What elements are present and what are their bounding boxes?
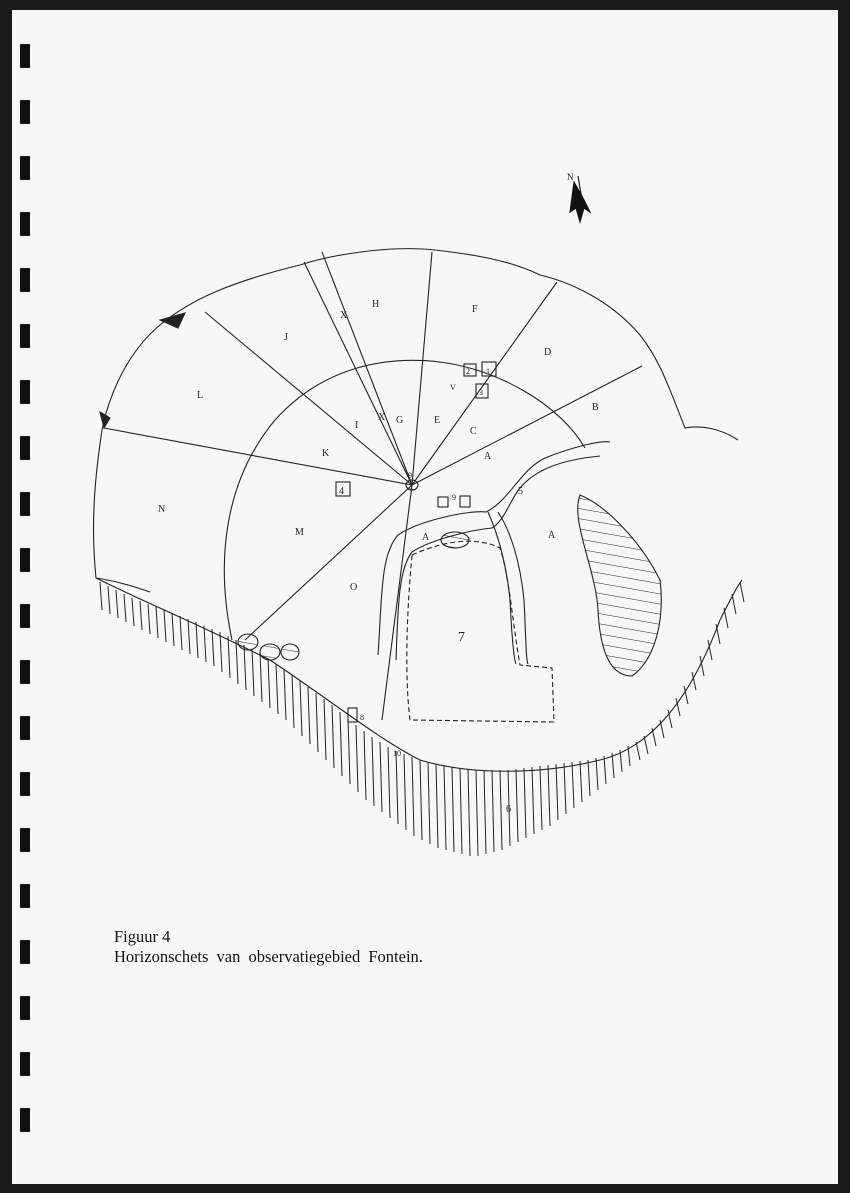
marker-number: 9 <box>408 471 412 480</box>
sector-label: X <box>378 412 386 423</box>
sector-label: A <box>422 532 430 543</box>
marker-number: 10 <box>393 749 401 758</box>
sector-label: A <box>484 451 492 462</box>
sector-label: C <box>470 426 477 437</box>
sector-label: F <box>472 304 478 315</box>
marker-number: V <box>450 383 456 392</box>
figure-caption <box>114 927 423 967</box>
marker-number: 8 <box>360 713 364 722</box>
north-label: N <box>567 172 574 182</box>
marker-number: 1 <box>486 367 490 376</box>
sector-label: H <box>372 299 380 310</box>
sector-label: K <box>322 448 330 459</box>
sector-label: J <box>284 332 288 343</box>
numbered-markers <box>336 362 496 722</box>
marker-number: 2 <box>466 367 470 376</box>
pond <box>578 495 662 676</box>
marker-number: 6 <box>506 804 511 815</box>
sector-label: L <box>197 390 204 401</box>
sector-label: E <box>434 415 441 426</box>
sector-label: N <box>158 504 166 515</box>
figure-label: Figuur 4 <box>114 927 171 946</box>
sector-label: M <box>295 527 304 538</box>
horizon-outline <box>94 249 738 592</box>
marker-number: 9 <box>452 493 456 502</box>
dashed-field <box>407 541 554 722</box>
sector-label: D <box>544 347 552 358</box>
marker-number: 4 <box>339 486 344 497</box>
figure-description: Horizonschets van observatiegebied Fontein. <box>114 947 423 966</box>
sector-label: G <box>396 415 404 426</box>
sector-label: X <box>340 310 348 321</box>
sector-label: I <box>355 420 359 431</box>
sector-label: B <box>592 402 599 413</box>
inner-circle <box>224 360 585 640</box>
sector-label: A <box>548 530 556 541</box>
north-arrow-icon <box>567 172 590 222</box>
sector-lines <box>104 252 642 720</box>
horizon-blot <box>100 412 110 428</box>
marker-number: 3 <box>479 388 483 397</box>
marker-number: 7 <box>458 630 465 645</box>
hatched-objects <box>238 480 469 660</box>
sector-label: O <box>350 582 358 593</box>
marker-number: 5 <box>518 486 523 497</box>
